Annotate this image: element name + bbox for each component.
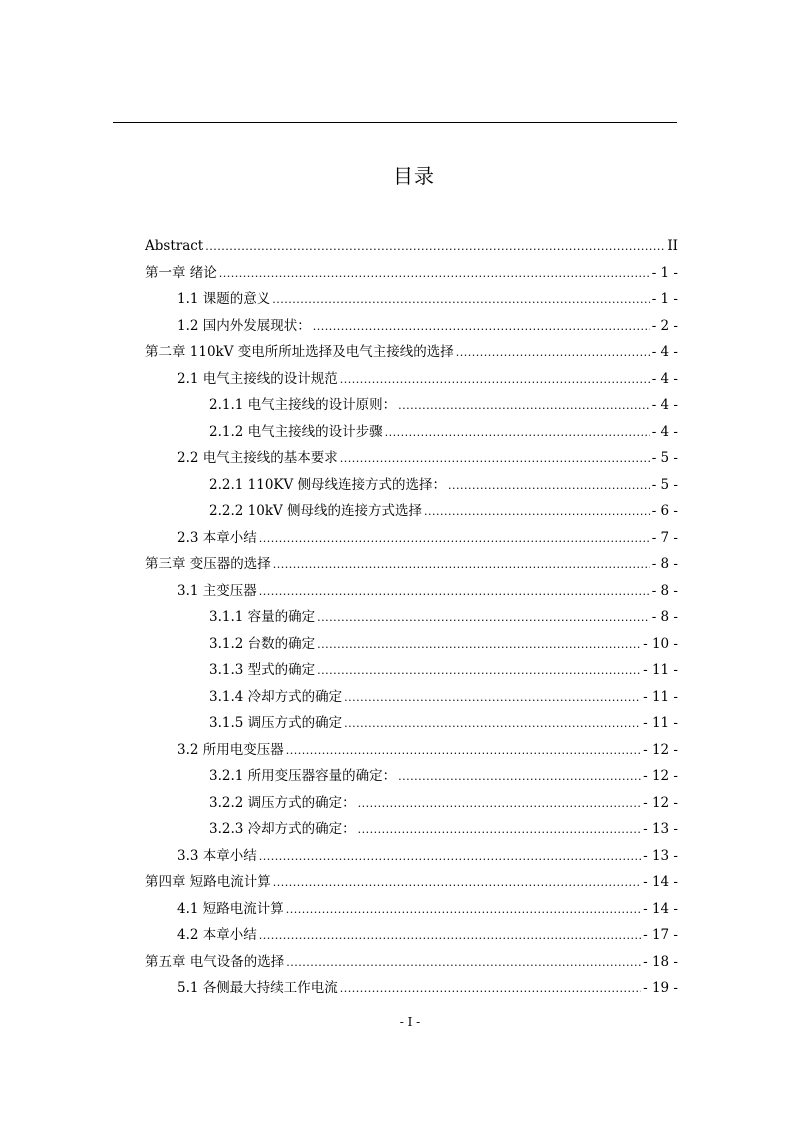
toc-entry-label: 第三章 变压器的选择: [145, 556, 271, 572]
toc-entry[interactable]: [145, 525, 678, 552]
toc-dot-leader: [219, 261, 650, 288]
toc-dot-leader: [317, 658, 641, 685]
toc-entry[interactable]: [145, 392, 678, 419]
toc-entry-page: - 8 -: [651, 609, 678, 625]
toc-dot-leader: [344, 685, 641, 712]
toc-dot-leader: [273, 870, 641, 897]
toc-entry[interactable]: [145, 975, 678, 1002]
toc-entry-label: 2.3 本章小结: [177, 529, 257, 546]
toc-entry[interactable]: [145, 419, 678, 446]
toc-entry-label: 4.1 短路电流计算: [177, 900, 284, 917]
page-number: - I -: [399, 1015, 421, 1029]
toc-dot-leader: [424, 499, 650, 526]
toc-entry-label: 3.1.2 台数的确定: [209, 635, 316, 652]
toc-entry-page: - 5 -: [651, 476, 678, 493]
toc-entry-label: 2.1.2 电气主接线的设计步骤: [209, 423, 383, 440]
toc-entry-page: - 4 -: [651, 370, 678, 387]
toc-entry-page: - 13 -: [643, 847, 678, 864]
toc-dot-leader: [259, 923, 641, 950]
toc-entry[interactable]: [145, 445, 678, 472]
toc-entry-label: 第一章 绪论: [145, 264, 217, 281]
toc-entry-page: - 12 -: [643, 794, 678, 811]
toc-dot-leader: [340, 367, 650, 394]
toc-entry-page: - 8 -: [651, 556, 678, 572]
toc-dot-leader: [259, 526, 650, 553]
toc-entry[interactable]: [145, 604, 678, 631]
toc-dot-leader: [448, 473, 650, 500]
toc-entry[interactable]: [145, 843, 678, 870]
toc-entry-label: 3.2.3 冷却方式的确定：: [209, 821, 356, 837]
toc-entry-label: 1.1 课题的意义: [177, 291, 271, 307]
toc-entry[interactable]: [145, 631, 678, 658]
toc-entry-label: Abstract: [145, 238, 204, 254]
toc-entry-label: 2.2.1 110KV 侧母线连接方式的选择：: [209, 476, 447, 493]
toc-entry-label: 3.3 本章小结: [177, 847, 257, 864]
toc-entry[interactable]: [145, 790, 678, 817]
toc-entry-label: 4.2 本章小结: [177, 927, 257, 943]
toc-dot-leader: [358, 817, 641, 844]
toc-entry-page: - 8 -: [651, 582, 678, 599]
toc-dot-leader: [358, 791, 641, 818]
toc-dot-leader: [340, 976, 641, 1003]
toc-entry-page: - 4 -: [651, 397, 678, 413]
toc-entry[interactable]: [145, 922, 678, 949]
toc-entry-page: - 14 -: [643, 874, 678, 890]
toc-dot-leader: [398, 764, 641, 791]
toc-dot-leader: [313, 314, 650, 341]
toc-entry-label: 3.1.1 容量的确定: [209, 609, 316, 625]
toc-entry[interactable]: [145, 657, 678, 684]
toc-entry-label: 3.1 主变压器: [177, 582, 257, 599]
toc-entry-page: - 4 -: [651, 344, 678, 360]
toc-entry-page: - 12 -: [643, 741, 678, 758]
toc-entry-page: - 7 -: [651, 529, 678, 546]
toc-entry[interactable]: [145, 366, 678, 393]
toc-entry-page: - 4 -: [651, 423, 678, 440]
toc-dot-leader: [385, 420, 650, 447]
toc-entry-page: - 5 -: [651, 450, 678, 466]
toc-entry[interactable]: [145, 233, 678, 260]
toc-entry-label: 2.2 电气主接线的基本要求: [177, 450, 338, 466]
toc-dot-leader: [286, 950, 641, 977]
toc-dot-leader: [317, 632, 641, 659]
toc-entry-label: 3.1.3 型式的确定: [209, 662, 316, 678]
toc-entry[interactable]: [145, 816, 678, 843]
toc-dot-leader: [273, 552, 650, 579]
toc-dot-leader: [259, 579, 650, 606]
toc-entry-label: 2.1 电气主接线的设计规范: [177, 370, 338, 387]
toc-entry[interactable]: [145, 551, 678, 578]
toc-entry[interactable]: [145, 498, 678, 525]
toc-entry-page: - 14 -: [643, 900, 678, 917]
toc-entry-label: 3.1.4 冷却方式的确定: [209, 688, 343, 705]
toc-entry[interactable]: [145, 710, 678, 737]
toc-dot-leader: [286, 738, 641, 765]
toc-entry-page: II: [667, 238, 678, 254]
toc-dot-leader: [456, 340, 650, 367]
toc-entry-label: 2.2.2 10kV 侧母线的连接方式选择: [209, 503, 423, 519]
toc-entry[interactable]: [145, 869, 678, 896]
toc-entry-page: - 11 -: [643, 715, 678, 731]
toc-entry[interactable]: [145, 684, 678, 711]
toc-dot-leader: [398, 393, 650, 420]
toc-entry-label: 5.1 各侧最大持续工作电流: [177, 980, 338, 996]
toc-entry-label: 3.2.2 调压方式的确定：: [209, 794, 356, 811]
toc-entry-label: 第二章 110kV 变电所所址选择及电气主接线的选择: [145, 344, 454, 360]
toc-entry[interactable]: [145, 339, 678, 366]
toc-entry-label: 2.1.1 电气主接线的设计原则：: [209, 397, 397, 413]
page-title: 目录: [393, 164, 435, 188]
toc-dot-leader: [340, 446, 650, 473]
toc-entry-page: - 11 -: [643, 688, 678, 705]
toc-entry[interactable]: [145, 260, 678, 287]
toc-entry-label: 3.2.1 所用变压器容量的确定：: [209, 768, 397, 784]
toc-entry-page: - 12 -: [643, 768, 678, 784]
toc-entry-label: 3.1.5 调压方式的确定: [209, 715, 343, 731]
toc-entry-label: 第五章 电气设备的选择: [145, 953, 285, 970]
toc-entry-page: - 18 -: [643, 953, 678, 970]
toc-dot-leader: [205, 234, 665, 261]
toc-entry[interactable]: [145, 949, 678, 976]
toc-entry-label: 第四章 短路电流计算: [145, 874, 271, 890]
toc-entry-page: - 1 -: [651, 291, 678, 307]
toc-dot-leader: [317, 605, 650, 632]
toc-entry[interactable]: [145, 737, 678, 764]
toc-entry[interactable]: [145, 896, 678, 923]
table-of-contents: [145, 233, 678, 1002]
toc-entry-page: - 17 -: [643, 927, 678, 943]
toc-dot-leader: [272, 287, 649, 314]
toc-entry-page: - 2 -: [651, 317, 678, 334]
toc-entry-page: - 6 -: [651, 503, 678, 519]
toc-entry[interactable]: [145, 286, 678, 313]
toc-entry-label: 1.2 国内外发展现状：: [177, 317, 311, 334]
toc-dot-leader: [259, 844, 641, 871]
toc-entry-page: - 10 -: [643, 635, 678, 652]
header-rule: [113, 122, 677, 123]
toc-entry[interactable]: [145, 472, 678, 499]
toc-entry-page: - 13 -: [643, 821, 678, 837]
toc-dot-leader: [286, 897, 641, 924]
toc-entry[interactable]: [145, 313, 678, 340]
toc-entry[interactable]: [145, 578, 678, 605]
toc-entry[interactable]: [145, 763, 678, 790]
toc-entry-page: - 19 -: [643, 980, 678, 996]
toc-dot-leader: [344, 711, 641, 738]
toc-entry-page: - 11 -: [643, 662, 678, 678]
toc-entry-page: - 1 -: [651, 264, 678, 281]
toc-entry-label: 3.2 所用电变压器: [177, 741, 284, 758]
